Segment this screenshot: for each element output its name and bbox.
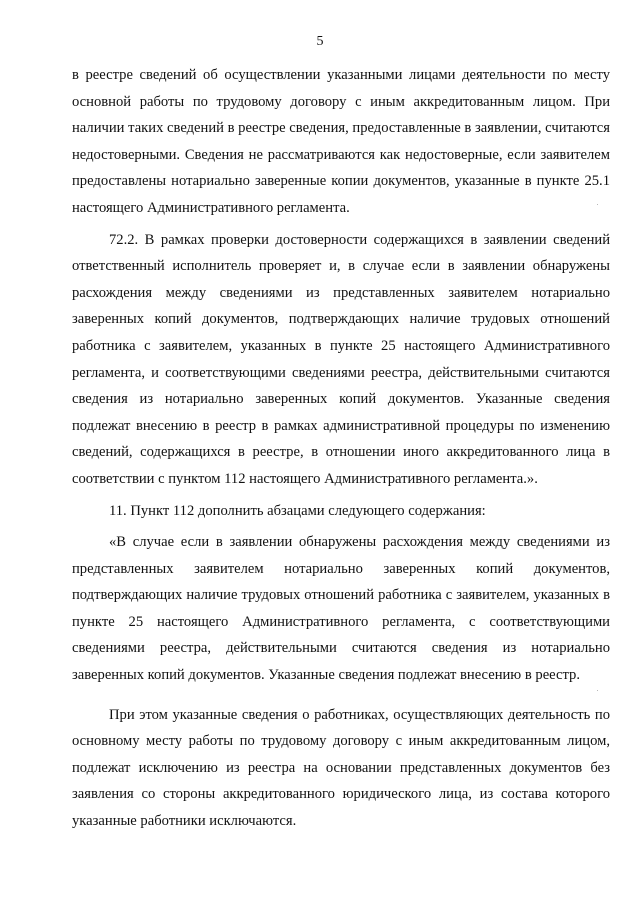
paragraph-workers-exclusion: При этом указанные сведения о работниках, осуществляющих деятельность по основному месту работы по трудовому договору с иным аккредитованным лицом, подлежат исключению из реестра на основании представленных документов без заявления со стороны аккредитованного юридического лица, из состава которого указанные работники исключаются.: [72, 706, 610, 830]
paragraph-quoted-addition: «В случае если в заявлении обнаружены расхождения между сведениями из представленных заявителем нотариально заверенных копий документов, подтверждающих наличие трудовых отношений работника с заявителем, указанных в пункте 25 настоящего Административного регламента, с соответствующими сведениями реестра, действительными считаются сведения из нотариально заверенных копий документов. Указанные сведения подлежат внесению в реестр.: [72, 534, 610, 684]
paragraph-72-2: 72.2. В рамках проверки достоверности содержащихся в заявлении сведений ответственный исполнитель проверяет и, в случае если в заявлении обнаружены расхождения между сведениями из представленных заявителем нотариально заверенных копий документов, подтверждающих наличие трудовых отношений работника с заявителем, указанных в пункте 25 настоящего Административного регламента, и соответствующими сведениями реестра, действительными считаются сведения из нотариально заверенных копий документов. Указанные сведения подлежат внесению в реестр в рамках административной процедуры по изменению сведений, содержащихся в реестре, в отношении иного аккредитованного лица в соответствии с пунктом 112 настоящего Административного регламента.».: [72, 231, 610, 487]
paragraph-item-11: 11. Пункт 112 дополнить абзацами следующего содержания:: [109, 502, 486, 519]
scan-speck: [597, 204, 598, 205]
paragraph-continuation: в реестре сведений об осуществлении указанными лицами деятельности по месту основной работы по трудовому договору с иным аккредитованным лицом. При наличии таких сведений в реестре сведения, предоставленные в заявлении, считаются недостоверными. Сведения не рассматриваются как недостоверные, если заявителем предоставлены нотариально заверенные копии документов, указанные в пункте 25.1 настоящего Административного регламента.: [72, 67, 610, 216]
page-number: 5: [316, 34, 324, 49]
scan-speck: [597, 690, 598, 691]
document-body: [72, 62, 610, 835]
